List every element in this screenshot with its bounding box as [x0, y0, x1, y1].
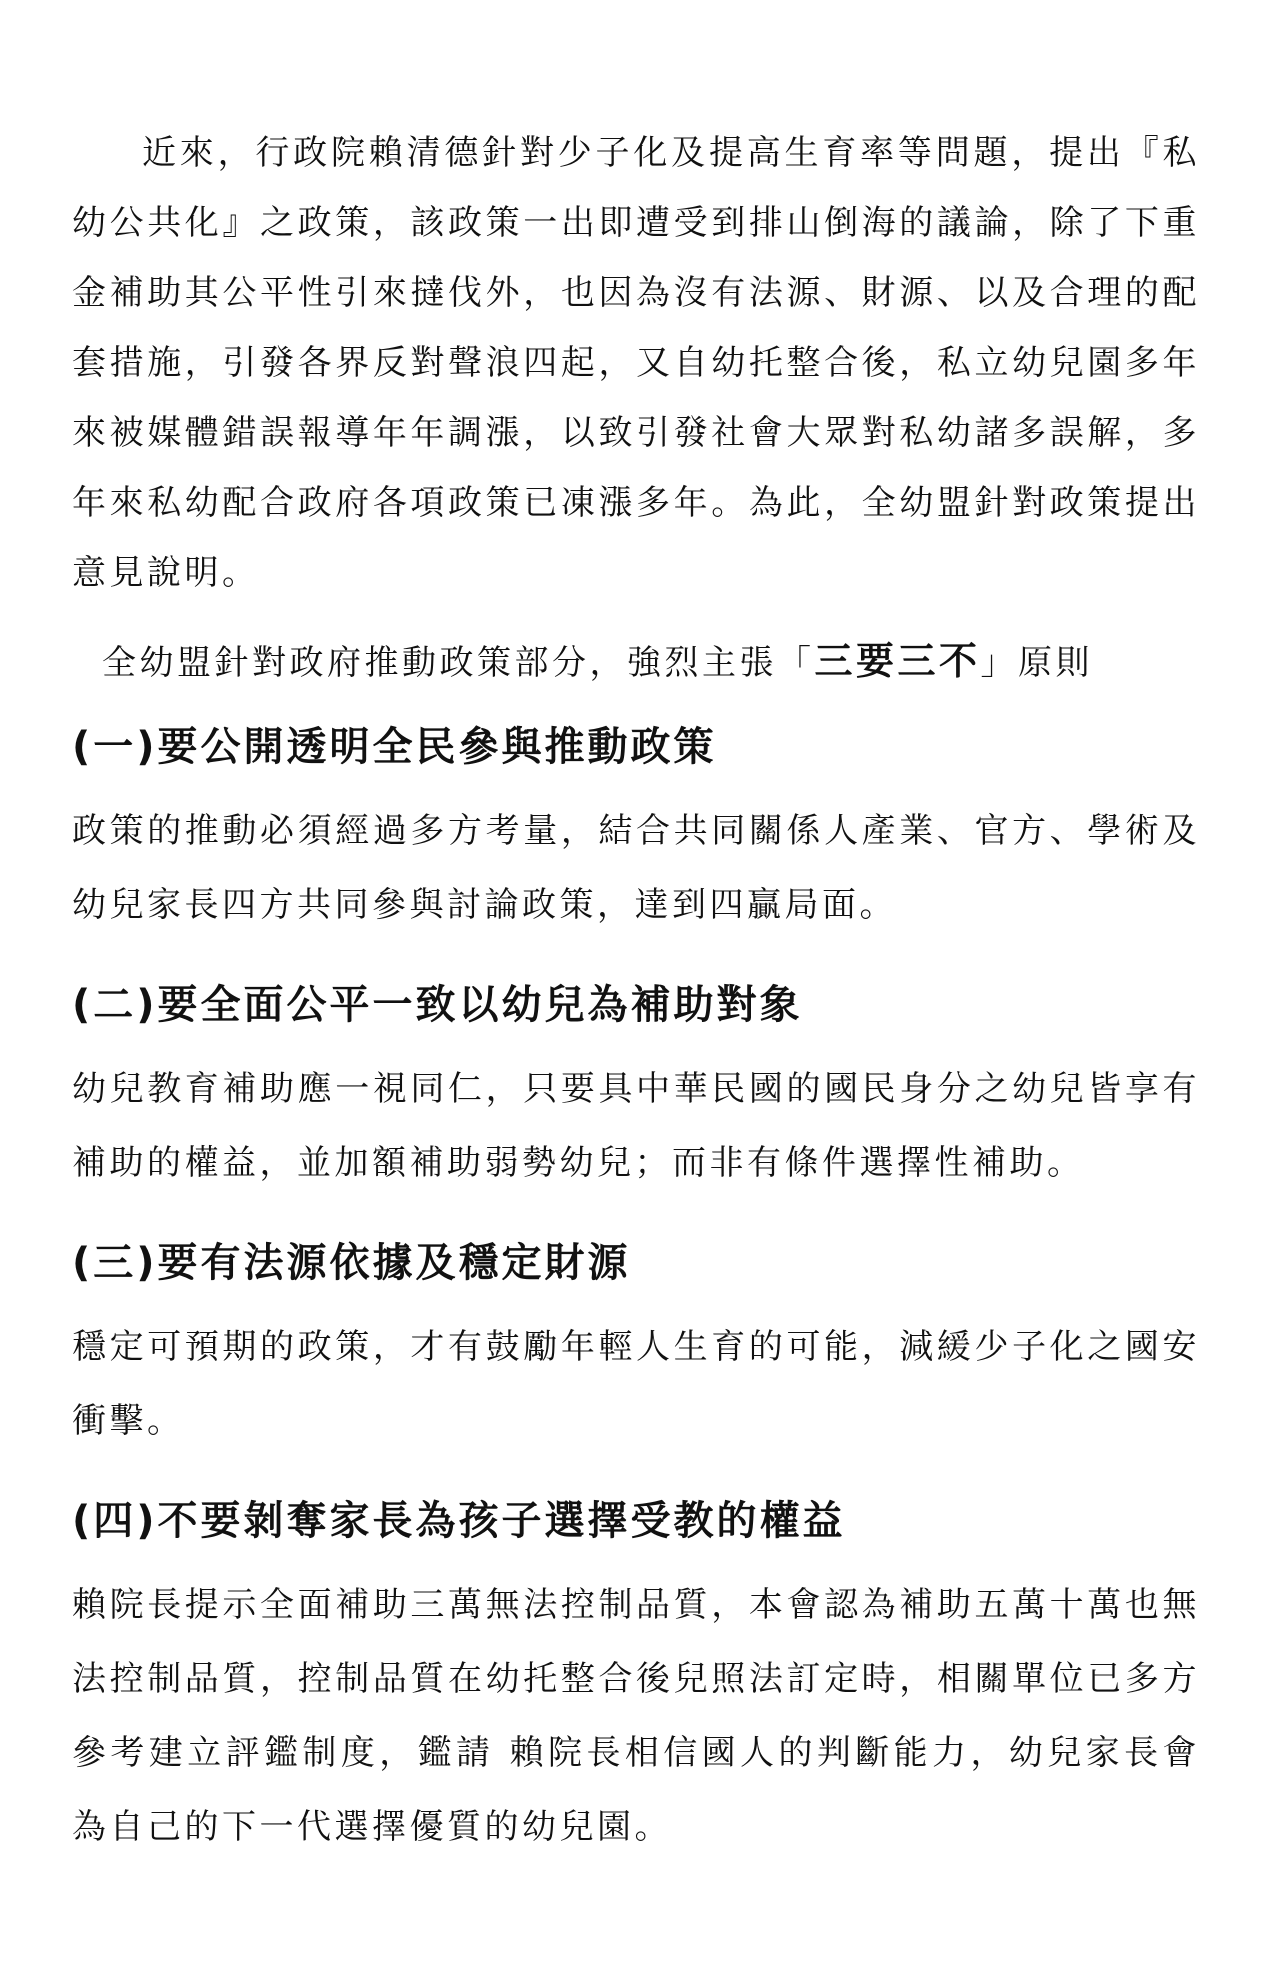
intro-paragraph: 近來，行政院賴清德針對少子化及提高生育率等問題，提出『私幼公共化』之政策，該政策一出即遭受到排山倒海的議論，除了下重金補助其公平性引來撻伐外，也因為沒有法源、財源、以及合理的配套措施，引發各界反對聲浪四起，又自幼托整合後，私立幼兒園多年來被媒體錯誤報導年年調漲，以致引發社會大眾對私幼諸多誤解，多年來私幼配合政府各項政策已凍漲多年。為此，全幼盟針對政策提出意見說明。 — [72, 133, 1200, 593]
section-body: 政策的推動必須經過多方考量，結合共同關係人產業、官方、學術及幼兒家長四方共同參與討論政策，達到四贏局面。 — [72, 811, 1200, 925]
section-2 — [72, 970, 1200, 1200]
document-page — [72, 118, 1200, 1892]
section-heading: (二)要全面公平一致以幼兒為補助對象 — [72, 982, 803, 1028]
principle-text-before: 全幼盟針對政府推動政策部分，強烈主張「 — [102, 643, 815, 683]
principle-emphasis: 三要三不 — [814, 639, 981, 683]
section-heading: (三)要有法源依據及穩定財源 — [72, 1240, 631, 1286]
section-3 — [72, 1228, 1200, 1458]
principle-text-after: 」原則 — [980, 643, 1094, 683]
section-body: 穩定可預期的政策，才有鼓勵年輕人生育的可能，減緩少子化之國安衝擊。 — [72, 1327, 1200, 1441]
principle-statement — [72, 626, 1200, 698]
section-heading: (四)不要剝奪家長為孩子選擇受教的權益 — [72, 1498, 846, 1544]
section-4 — [72, 1486, 1200, 1864]
section-body: 幼兒教育補助應一視同仁，只要具中華民國的國民身分之幼兒皆享有補助的權益，並加額補助弱勢幼兒；而非有條件選擇性補助。 — [72, 1069, 1200, 1183]
section-1 — [72, 712, 1200, 942]
section-heading: (一)要公開透明全民參與推動政策 — [72, 724, 717, 770]
section-body: 賴院長提示全面補助三萬無法控制品質，本會認為補助五萬十萬也無法控制品質，控制品質在幼托整合後兒照法訂定時，相關單位已多方參考建立評鑑制度，鑑請 賴院長相信國人的判斷能力，幼兒家長會為自己的下一代選擇優質的幼兒園。 — [72, 1585, 1200, 1847]
